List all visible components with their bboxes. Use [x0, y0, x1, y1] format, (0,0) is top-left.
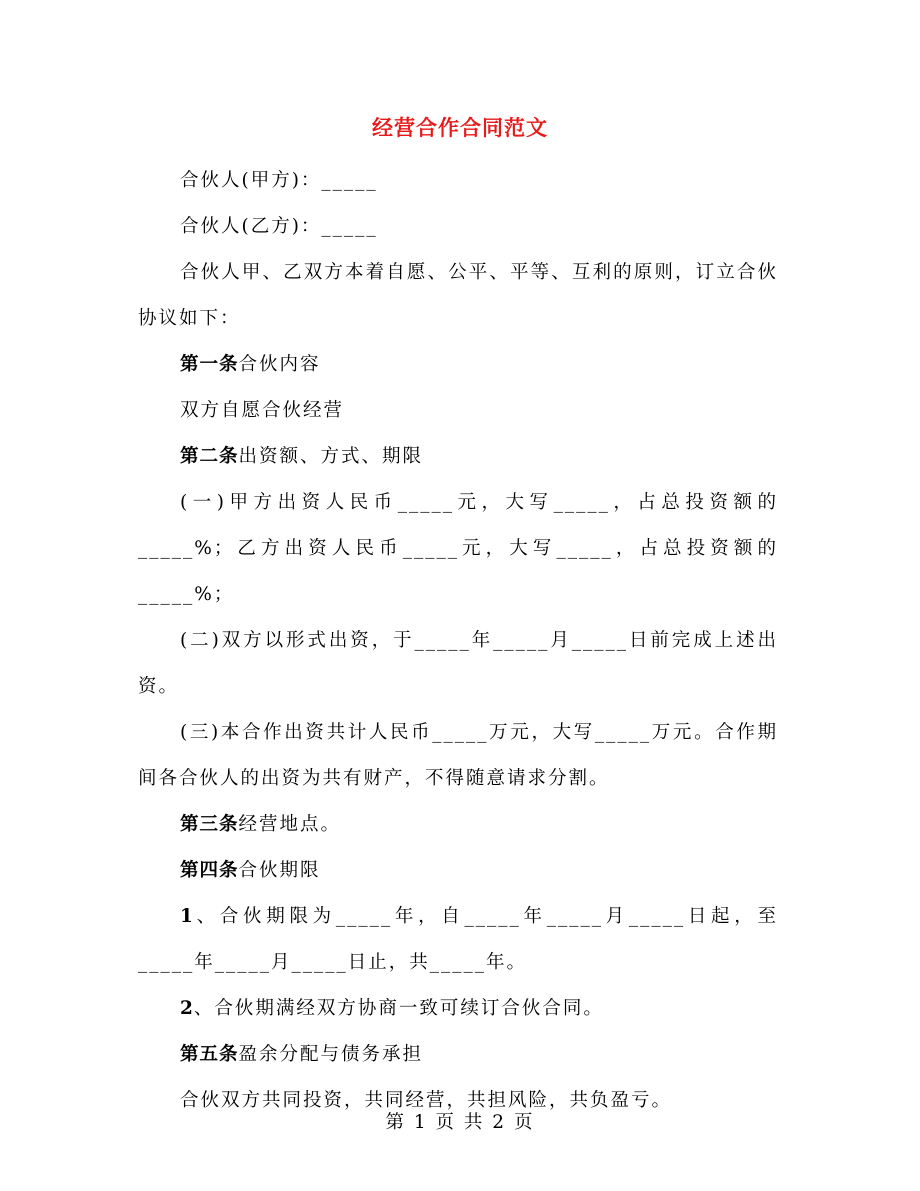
- paragraph-article-4-item-1: [138, 894, 778, 986]
- paragraph-article-1: [138, 342, 778, 388]
- paragraph-preamble: [138, 250, 778, 342]
- paragraph-text: 盈余分配与债务承担: [238, 1044, 424, 1065]
- paragraph-text: 合伙人甲、乙双方本着自愿、公平、平等、互利的原则，订立合伙协议如下：: [138, 262, 778, 329]
- paragraph-text: (三)本合作出资共计人民币_____万元，大写_____万元。合作期间各合伙人的出资为共有财产，不得随意请求分割。: [138, 722, 778, 789]
- paragraph-text: (一)甲方出资人民币_____元，大写_____，占总投资额的_____%；乙方出资人民币_____元，大写_____，占总投资额的_____%；: [138, 492, 778, 605]
- paragraph-text: 合伙人(乙方)：_____: [180, 216, 378, 237]
- paragraph-bold-lead: 2: [180, 998, 194, 1019]
- paragraph-bold-lead: 1: [180, 906, 194, 927]
- paragraph-article-1-body: [138, 388, 778, 434]
- paragraph-text: 合伙人(甲方)：_____: [180, 170, 378, 191]
- document-title: 经营合作合同范文: [372, 115, 548, 140]
- paragraph-partner-a: [138, 158, 778, 204]
- paragraph-text: 经营地点。: [238, 814, 342, 835]
- paragraph-article-3: [138, 802, 778, 848]
- paragraph-text: 、合伙期限为_____年，自_____年_____月_____日起，至_____年_____月_____日止，共_____年。: [138, 906, 778, 973]
- document-body: [138, 158, 778, 1124]
- paragraph-bold-lead: 第五条: [180, 1044, 239, 1065]
- paragraph-article-4: [138, 848, 778, 894]
- paragraph-text: (二)双方以形式出资，于_____年_____月_____日前完成上述出资。: [138, 630, 778, 697]
- paragraph-article-4-item-2: [138, 986, 778, 1032]
- paragraph-text: 、合伙期满经双方协商一致可续订合伙合同。: [193, 998, 604, 1019]
- paragraph-article-2-item-3: [138, 710, 778, 802]
- paragraph-text: 合伙内容: [238, 354, 321, 375]
- paragraph-text: 双方自愿合伙经营: [180, 400, 345, 421]
- paragraph-bold-lead: 第三条: [180, 814, 239, 835]
- paragraph-bold-lead: 第二条: [180, 446, 239, 467]
- paragraph-bold-lead: 第四条: [180, 860, 239, 881]
- paragraph-text: 合伙期限: [238, 860, 321, 881]
- paragraph-article-5: [138, 1032, 778, 1078]
- paragraph-article-2-item-2: [138, 618, 778, 710]
- paragraph-article-2: [138, 434, 778, 480]
- paragraph-bold-lead: 第一条: [180, 354, 239, 375]
- paragraph-partner-b: [138, 204, 778, 250]
- page-number: 第 1 页 共 2 页: [385, 1112, 535, 1133]
- paragraph-article-2-item-1: [138, 480, 778, 618]
- paragraph-text: 出资额、方式、期限: [238, 446, 424, 467]
- paragraph-text: 合伙双方共同投资，共同经营，共担风险，共负盈亏。: [180, 1090, 673, 1111]
